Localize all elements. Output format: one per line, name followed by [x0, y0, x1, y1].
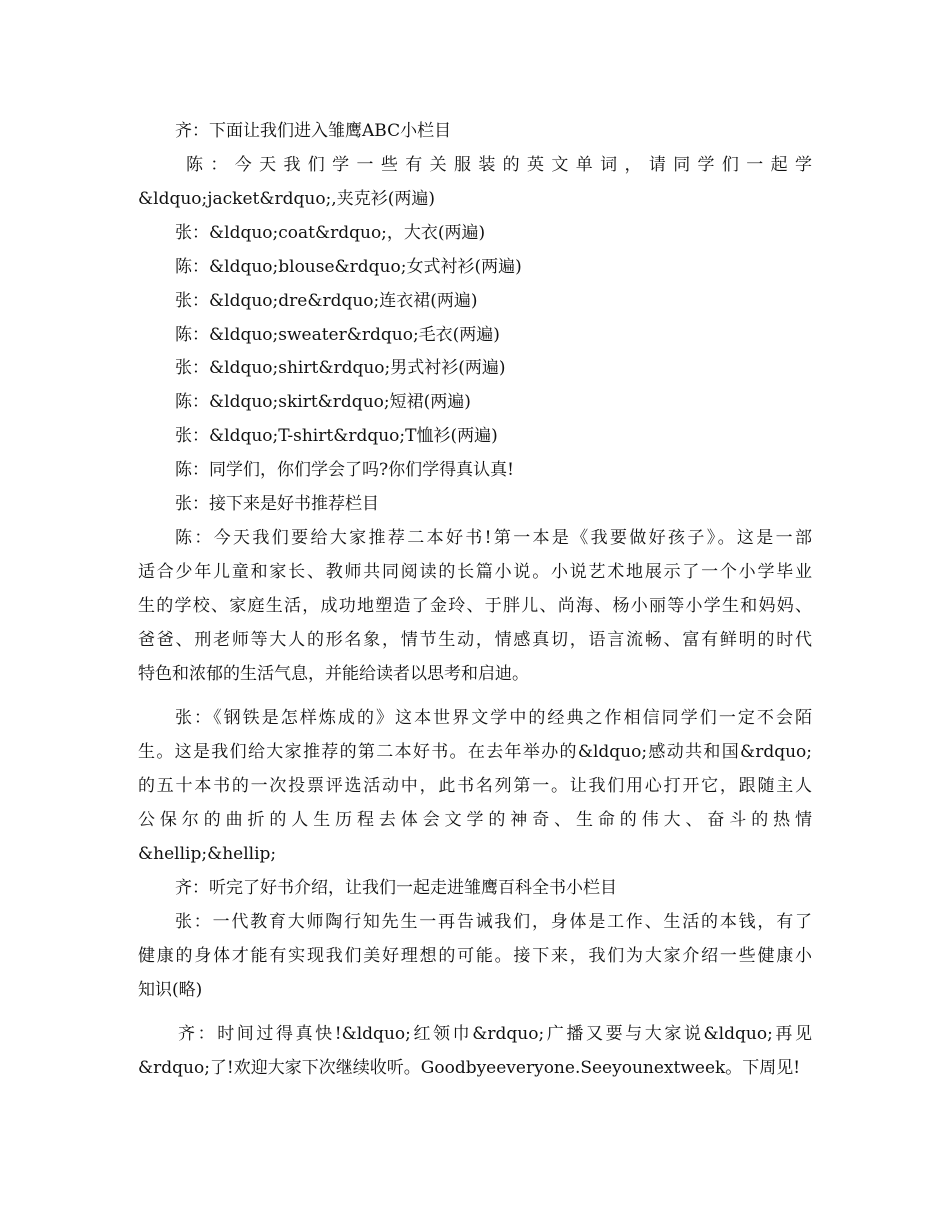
text-line: 陈：同学们，你们学会了吗?你们学得真认真! [175, 460, 514, 480]
text-line: 的五十本书的一次投票评选活动中，此书名列第一。让我们用心打开它，跟随主人 [138, 776, 812, 796]
text-line: 陈：&ldquo;skirt&rdquo;短裙(两遍) [175, 392, 471, 412]
text-line: 张：接下来是好书推荐栏目 [175, 494, 379, 514]
text-line: 齐：下面让我们进入雏鹰ABC小栏目 [175, 121, 452, 141]
text-line: &rdquo;了!欢迎大家下次继续收听。Goodbyeeveryone.Seeyounextweek。下周见! [138, 1058, 801, 1078]
text-line: 张：《钢铁是怎样炼成的》这本世界文学中的经典之作相信同学们一定不会陌 [175, 708, 812, 728]
text-line: 公保尔的曲折的人生历程去体会文学的神奇、生命的伟大、奋斗的热情 [138, 810, 812, 830]
text-line: &ldquo;jacket&rdquo;,夹克衫(两遍) [138, 189, 435, 209]
text-line: 陈：&ldquo;sweater&rdquo;毛衣(两遍) [175, 325, 500, 345]
text-line: 陈：今天我们要给大家推荐二本好书!第一本是《我要做好孩子》。这是一部 [175, 528, 812, 548]
text-line: 齐：时间过得真快!&ldquo;红领巾&rdquo;广播又要与大家说&ldquo;再见 [178, 1024, 812, 1044]
text-line: 健康的身体才能有实现我们美好理想的可能。接下来，我们为大家介绍一些健康小 [138, 946, 812, 966]
text-line: 生的学校、家庭生活，成功地塑造了金玲、于胖儿、尚海、杨小丽等小学生和妈妈、 [138, 596, 812, 616]
text-line: 爸爸、刑老师等大人的形名象，情节生动，情感真切，语言流畅、富有鲜明的时代 [138, 630, 812, 650]
text-line: 陈：&ldquo;blouse&rdquo;女式衬衫(两遍) [175, 257, 522, 277]
text-line: 张：&ldquo;dre&rdquo;连衣裙(两遍) [175, 291, 478, 311]
text-line: 陈：今天我们学一些有关服装的英文单词，请同学们一起学 [186, 155, 812, 175]
text-line: 生。这是我们给大家推荐的第二本好书。在去年举办的&ldquo;感动共和国&rdquo; [138, 742, 812, 762]
text-line: &hellip;&hellip; [138, 844, 277, 864]
text-line: 张：一代教育大师陶行知先生一再告诫我们，身体是工作、生活的本钱，有了 [175, 912, 812, 932]
text-line: 适合少年儿童和家长、教师共同阅读的长篇小说。小说艺术地展示了一个小学毕业 [138, 562, 812, 582]
text-line: 特色和浓郁的生活气息，并能给读者以思考和启迪。 [138, 664, 529, 684]
text-line: 张：&ldquo;coat&rdquo;，大衣(两遍) [175, 223, 486, 243]
text-line: 张：&ldquo;shirt&rdquo;男式衬衫(两遍) [175, 358, 506, 378]
text-line: 张：&ldquo;T-shirt&rdquo;T恤衫(两遍) [175, 426, 498, 446]
text-line: 齐：听完了好书介绍，让我们一起走进雏鹰百科全书小栏目 [175, 878, 617, 898]
text-line: 知识(略) [138, 980, 203, 1000]
